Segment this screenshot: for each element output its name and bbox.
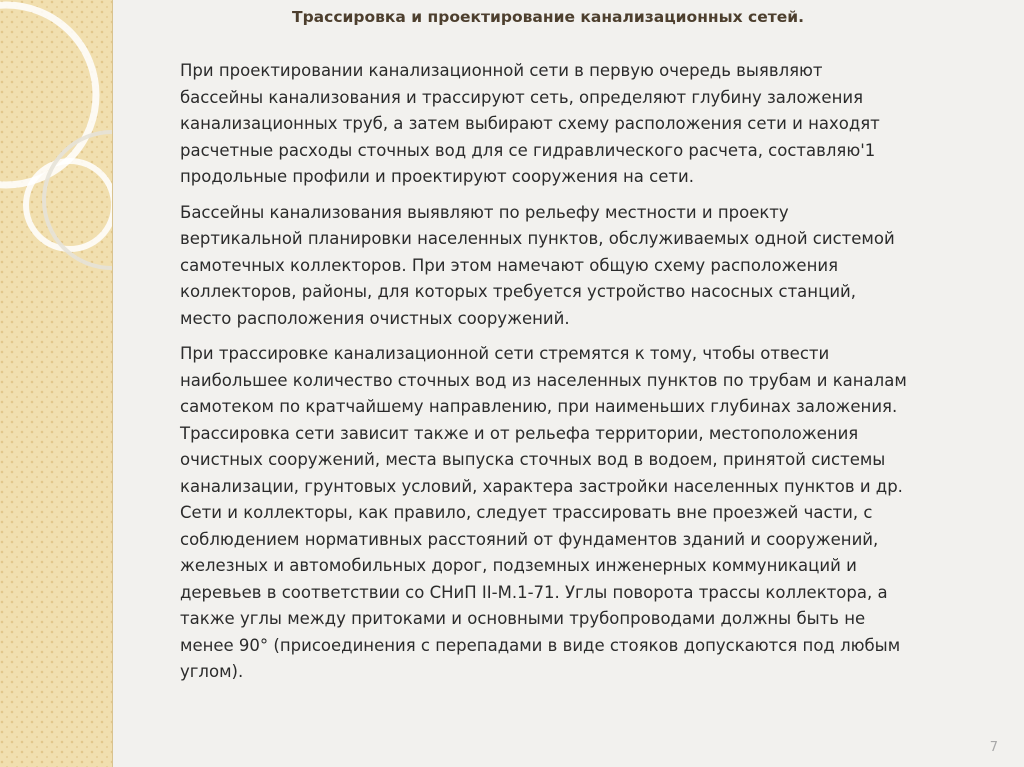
decorative-circles (0, 0, 112, 767)
paragraph-3: При трассировке канализационной сети стремятся к тому, чтобы отвести наибольшее количество сточных вод из населенных пунктов по трубам и каналам самотеком по кратчайшему направлению, при наименьших глубинах заложения. Трассировка сети зависит также и от рельефа территории, местоположения очистных сооружений, места выпуска сточных вод в водоем, принятой системы канализации, грунтовых условий, характера застройки населенных пунктов и др. Сети и коллекторы, как правило, следует трассировать вне проезжей части, с соблюдением нормативных расстояний от фундаментов зданий и сооружений, железных и автомобильных дорог, подземных инженерных коммуникаций и деревьев в соответствии со СНиП II-М.1-71. Углы поворота трассы коллектора, а также углы между притоками и основными трубопроводами должны быть не менее 90° (присоединения с перепадами в виде стояков допускаются под любым углом). (180, 344, 907, 681)
paragraph-2: Бассейны канализования выявляют по рельефу местности и проекту вертикальной планировки населенных пунктов, обслуживаемых одной системой самотечных коллекторов. При этом намечают общую схему расположения коллекторов, районы, для которых требуется устройство насосных станций, место расположения очистных сооружений. (180, 202, 895, 328)
slide-title: Трассировка и проектирование канализационных сетей. (292, 8, 804, 26)
page-number: 7 (989, 740, 998, 755)
decorative-side-panel (0, 0, 113, 767)
decorative-circle-large (0, 5, 96, 185)
decorative-circle-medium (26, 161, 112, 249)
slide-content (180, 58, 1000, 695)
paragraph-1: При проектировании канализационной сети в первую очередь выявляют бассейны канализования и трассируют сеть, определяют глубину заложения канализационных труб, а затем выбирают схему расположения сети и находят расчетные расходы сточных вод для се гидравлического расчета, составляю'1 продольные профили и проектируют сооружения на сети. (180, 61, 880, 186)
